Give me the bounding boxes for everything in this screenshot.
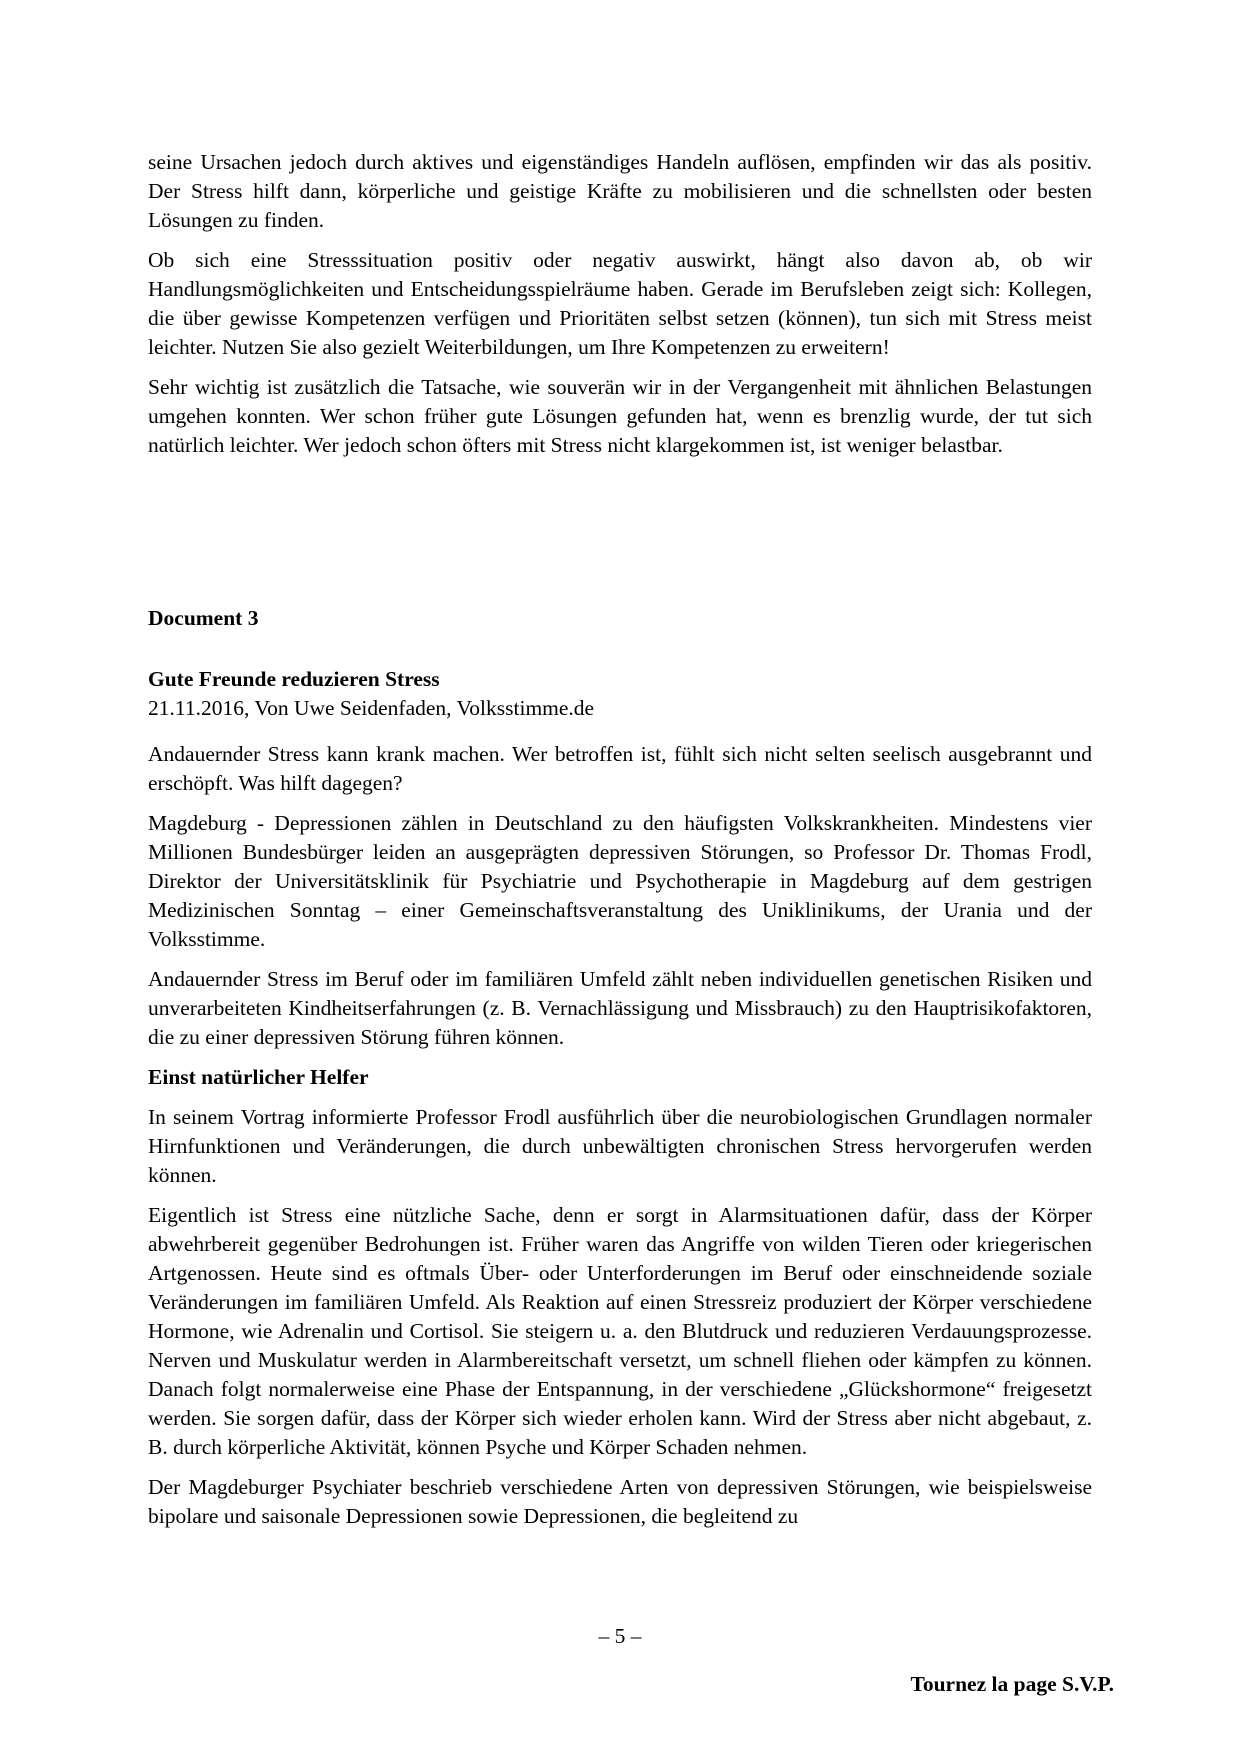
article-title: Gute Freunde reduzieren Stress: [148, 667, 440, 691]
article-byline: 21.11.2016, Von Uwe Seidenfaden, Volksstimme.de: [148, 696, 595, 720]
turn-page-note: Tournez la page S.V.P.: [910, 1672, 1114, 1696]
document-3-section: [148, 604, 1092, 1542]
article-subheading: Einst natürlicher Helfer: [148, 1065, 369, 1089]
document-label: Document 3: [148, 606, 259, 630]
page-number: – 5 –: [598, 1624, 642, 1648]
article-paragraph-1: Andauernder Stress kann krank machen. Wer betroffen ist, fühlt sich nicht selten seelisch ausgebrannt und erschöpft. Was hilft dagegen?: [148, 742, 1092, 795]
article-paragraph-3: Andauernder Stress im Beruf oder im familiären Umfeld zählt neben individuellen genetischen Risiken und unverarbeiteten Kindheitserfahrungen (z. B. Vernachlässigung und Missbrauch) zu den Hauptrisikofaktoren, die zu einer depressiven Störung führen können.: [148, 967, 1092, 1049]
article-paragraph-5: Eigentlich ist Stress eine nützliche Sache, denn er sorgt in Alarmsituationen dafür, dass der Körper abwehrbereit gegenüber Bedrohungen ist. Früher waren das Angriffe von wilden Tieren oder kriegerischen Artgenossen. Heute sind es oftmals Über- oder Unterforderungen im Beruf oder einschneidende soziale Veränderungen im familiären Umfeld. Als Reaktion auf einen Stressreiz produziert der Körper verschiedene Hormone, wie Adrenalin und Cortisol. Sie steigern u. a. den Blutdruck und reduzieren Verdauungsprozesse. Nerven und Muskulatur werden in Alarmbereitschaft versetzt, um schnell fliehen oder kämpfen zu können. Danach folgt normalerweise eine Phase der Entspannung, in der verschiedene „Glückshormone“ freigesetzt werden. Sie sorgen dafür, dass der Körper sich wieder erholen kann. Wird der Stress aber nicht abgebaut, z. B. durch körperliche Aktivität, können Psyche und Körper Schaden nehmen.: [148, 1203, 1092, 1459]
intro-text-block: [148, 148, 1092, 471]
article-paragraph-6: Der Magdeburger Psychiater beschrieb verschiedene Arten von depressiven Störungen, wie beispielsweise bipolare und saisonale Depressionen sowie Depressionen, die begleitend zu: [148, 1475, 1092, 1528]
article-paragraph-4: In seinem Vortrag informierte Professor Frodl ausführlich über die neurobiologischen Grundlagen normaler Hirnfunktionen und Veränderungen, die durch unbewältigten chronischen Stress hervorgerufen werden können.: [148, 1105, 1092, 1187]
article-paragraph-2: Magdeburg - Depressionen zählen in Deutschland zu den häufigsten Volkskrankheiten. Mindestens vier Millionen Bundesbürger leiden an ausgeprägten depressiven Störungen, so Professor Dr. Thomas Frodl, Direktor der Universitätsklinik für Psychiatrie und Psychotherapie in Magdeburg auf dem gestrigen Medizinischen Sonntag – einer Gemeinschaftsveranstaltung des Uniklinikums, der Urania und der Volksstimme.: [148, 811, 1092, 951]
intro-paragraph-1: seine Ursachen jedoch durch aktives und eigenständiges Handeln auflösen, empfinden wir das als positiv. Der Stress hilft dann, körperliche und geistige Kräfte zu mobilisieren und die schnellsten oder besten Lösungen zu finden.: [148, 150, 1092, 232]
intro-paragraph-2: Ob sich eine Stresssituation positiv oder negativ auswirkt, hängt also davon ab, ob wir Handlungsmöglichkeiten und Entscheidungsspielräume haben. Gerade im Berufsleben zeigt sich: Kollegen, die über gewisse Kompetenzen verfügen und Prioritäten selbst setzen (können), tun sich mit Stress meist leichter. Nutzen Sie also gezielt Weiterbildungen, um Ihre Kompetenzen zu erweitern!: [148, 248, 1092, 359]
intro-paragraph-3: Sehr wichtig ist zusätzlich die Tatsache, wie souverän wir in der Vergangenheit mit ähnlichen Belastungen umgehen konnten. Wer schon früher gute Lösungen gefunden hat, wenn es brenzlig wurde, der tut sich natürlich leichter. Wer jedoch schon öfters mit Stress nicht klargekommen ist, ist weniger belastbar.: [148, 375, 1092, 457]
